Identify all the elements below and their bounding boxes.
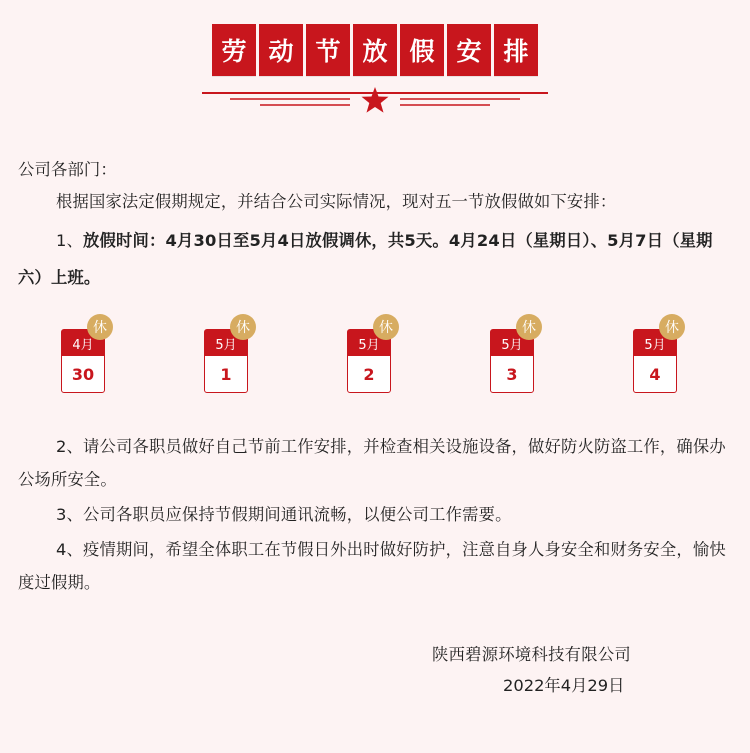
calendar-date: 30 <box>71 364 95 384</box>
calendar-date: 2 <box>363 364 375 384</box>
company-signature: 陕西碧源环境科技有限公司 <box>432 645 631 664</box>
calendar-day <box>196 312 288 402</box>
title-char: 排 <box>494 24 538 76</box>
title-char: 节 <box>306 24 350 76</box>
intro-paragraph: 根据国家法定假期规定，并结合公司实际情况，现对五一节放假做如下安排： <box>56 192 617 211</box>
rest-badge: 休 <box>230 314 256 340</box>
item-1-text: 放假时间：4月30日至5月4日放假调休，共5天。4月24日（星期日）、5月7日（星期六）上班。 <box>18 231 713 287</box>
title-banner <box>0 24 750 76</box>
item-2-paragraph: 2、请公司各职员做好自己节前工作安排，并检查相关设施设备，做好防火防盗工作，确保办公场所安全。 <box>18 437 726 489</box>
calendar-day <box>339 312 431 402</box>
item-4-paragraph: 4、疫情期间，希望全体职工在节假日外出时做好防护，注意自身人身安全和财务安全，愉快度过假期。 <box>18 540 726 592</box>
title-char: 放 <box>353 24 397 76</box>
calendar-month: 5月 <box>491 330 533 356</box>
calendar-date: 4 <box>649 364 661 384</box>
greeting: 公司各部门： <box>18 160 117 179</box>
calendar-month: 5月 <box>348 330 390 356</box>
calendar-day <box>53 312 145 402</box>
notice-date: 2022年4月29日 <box>503 676 625 695</box>
rest-badge: 休 <box>516 314 542 340</box>
item-3-paragraph: 3、公司各职员应保持节假期间通讯流畅，以便公司工作需要。 <box>56 505 512 524</box>
item-1-paragraph <box>18 222 734 296</box>
title-char: 假 <box>400 24 444 76</box>
title-char: 动 <box>259 24 303 76</box>
rest-badge: 休 <box>373 314 399 340</box>
calendar-day <box>625 312 717 402</box>
title-char: 安 <box>447 24 491 76</box>
calendar-month: 5月 <box>634 330 676 356</box>
calendar-date: 1 <box>220 364 232 384</box>
star-icon <box>362 87 389 113</box>
calendar-date: 3 <box>506 364 518 384</box>
title-char: 劳 <box>212 24 256 76</box>
calendar-day <box>482 312 574 402</box>
title-decoration <box>202 86 548 116</box>
calendar-month: 4月 <box>62 330 104 356</box>
calendar-month: 5月 <box>205 330 247 356</box>
rest-badge: 休 <box>659 314 685 340</box>
item-1-number: 1、 <box>56 231 84 250</box>
rest-badge: 休 <box>87 314 113 340</box>
